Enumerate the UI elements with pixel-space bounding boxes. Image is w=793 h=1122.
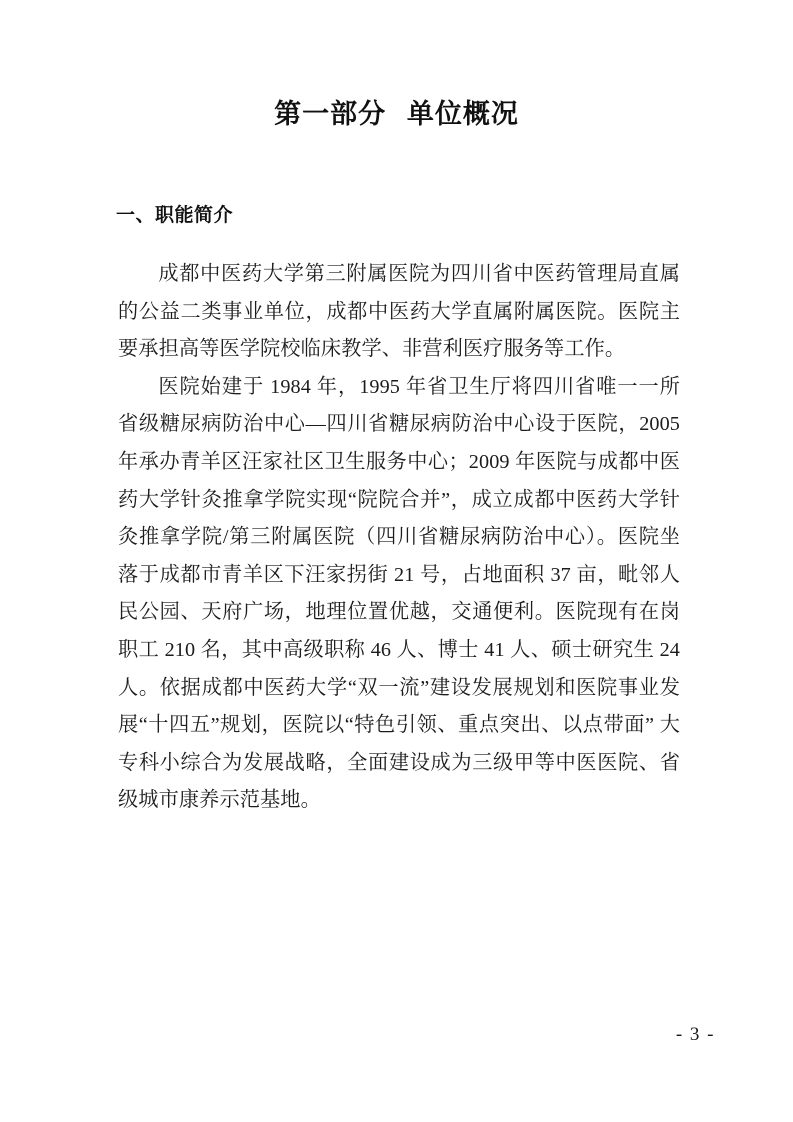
body-text-block	[118, 256, 680, 820]
page-number: - 3 -	[675, 1024, 715, 1045]
section-heading-functions: 一、职能简介	[116, 204, 234, 226]
page-title: 第一部分 单位概况	[274, 99, 519, 130]
paragraph-history: 医院始建于 1984 年，1995 年省卫生厅将四川省唯一一所省级糖尿病防治中心—四川省糖尿病防治中心设于医院，2005 年承办青羊区汪家社区卫生服务中心；2009 年医院与成都中医药大学针灸推拿学院实现“院院合并”，成立成都中医药大学针灸推拿学院/第三附属医院（四川省糖尿病防治中心）。医院坐落于成都市青羊区下汪家拐街 21 号，占地面积 37 亩，毗邻人民公园、天府广场，地理位置优越，交通便利。医院现有在岗职工 210 名，其中高级职称 46 人、博士 41 人、硕士研究生 24 人。依据成都中医药大学“双一流”建设发展规划和医院事业发展“十四五”规划，医院以“特色引领、重点突出、以点带面” 大专科小综合为发展战略，全面建设成为三级甲等中医医院、省级城市康养示范基地。	[118, 375, 680, 812]
paragraph-overview: 成都中医药大学第三附属医院为四川省中医药管理局直属的公益二类事业单位，成都中医药大学直属附属医院。医院主要承担高等医学院校临床教学、非营利医疗服务等工作。	[118, 263, 680, 361]
